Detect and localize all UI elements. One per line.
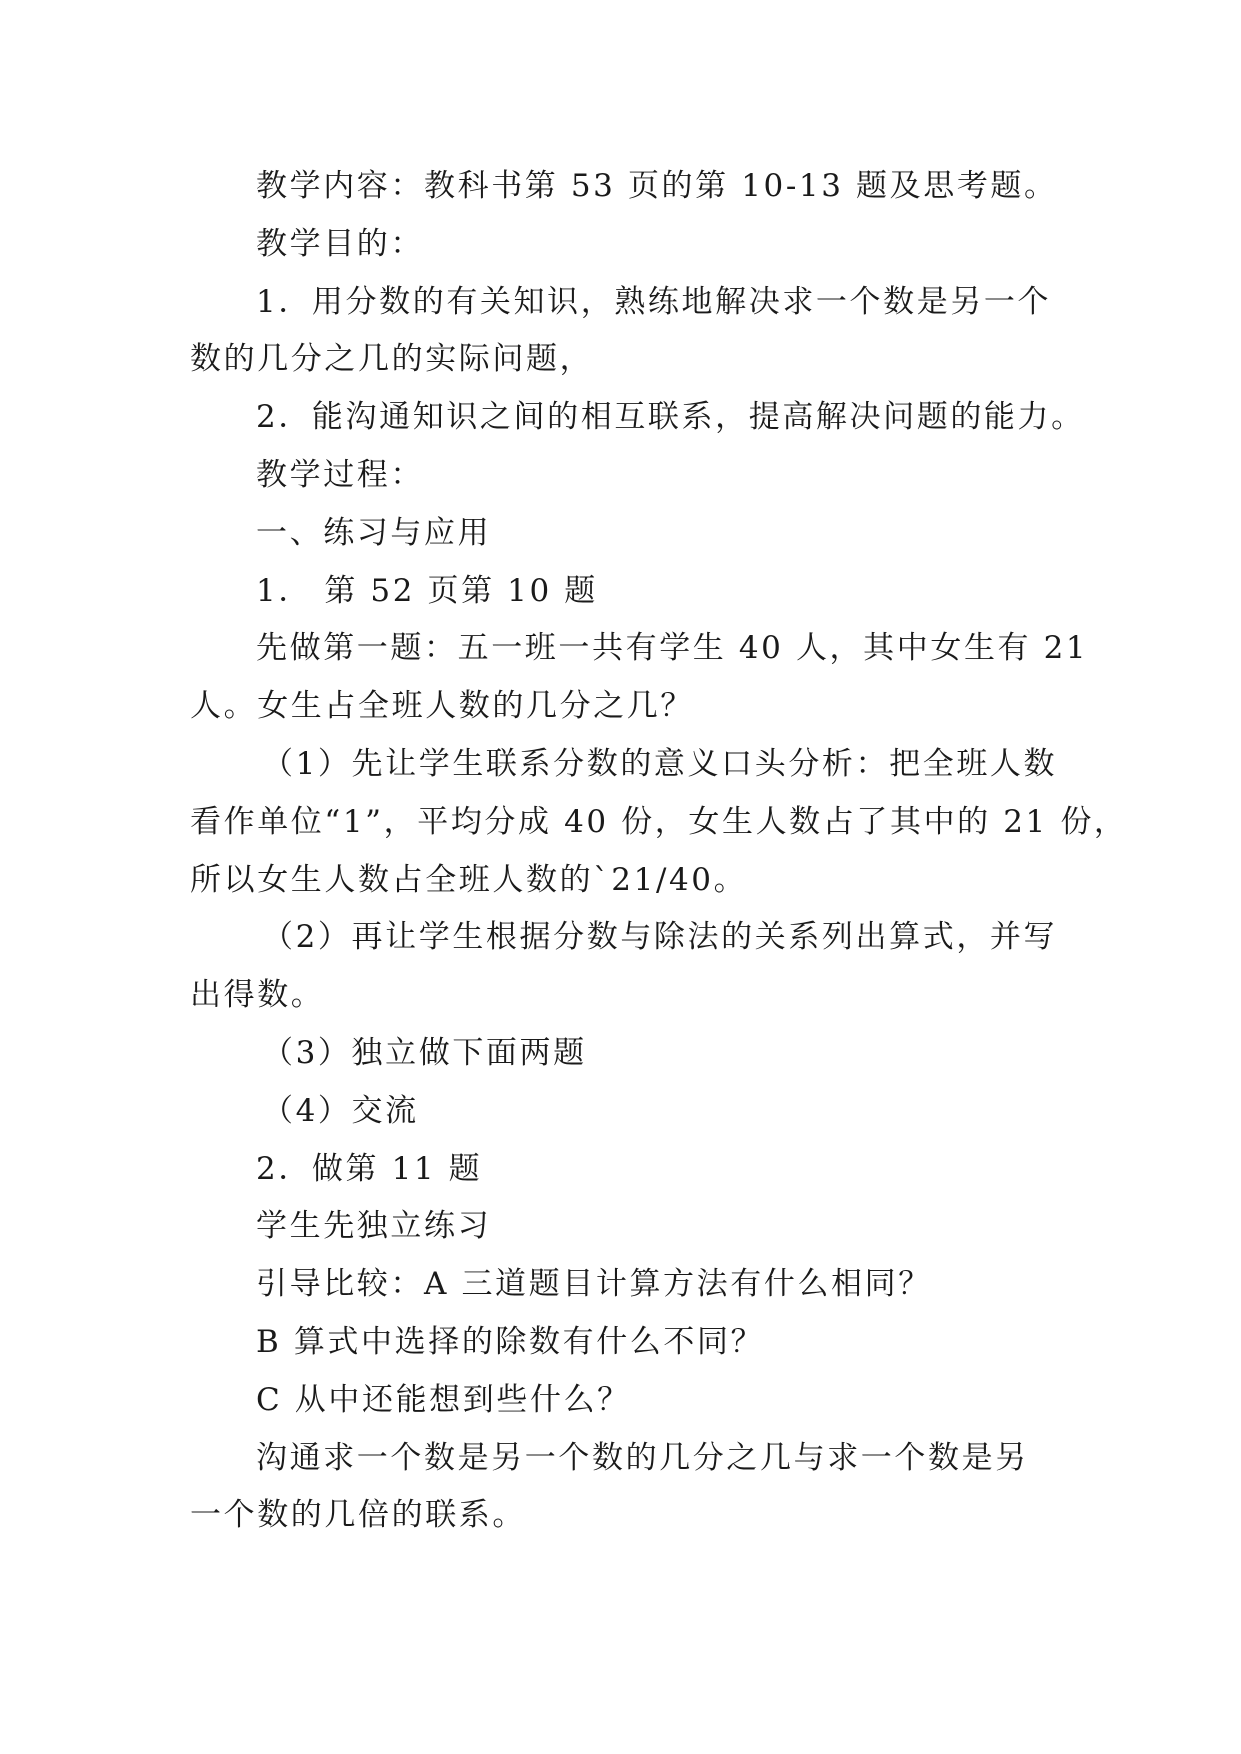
step-2-line-1: （2）再让学生根据分数与除法的关系列出算式，并写: [262, 919, 1058, 956]
exercise-1-heading: 1． 第 52 页第 10 题: [256, 572, 598, 609]
exercise-2-heading: 2．做第 11 题: [256, 1150, 483, 1187]
step-1-line-2: 看作单位“1”，平均分成 40 份，女生人数占了其中的 21 份，: [190, 803, 1128, 840]
section-1-heading: 一、练习与应用: [256, 514, 492, 551]
connection-line-1: 沟通求一个数是另一个数的几分之几与求一个数是另: [256, 1439, 1029, 1476]
step-1-line-1: （1）先让学生联系分数的意义口头分析：把全班人数: [262, 745, 1058, 782]
compare-a-line: 引导比较：A 三道题目计算方法有什么相同？: [256, 1266, 932, 1303]
teaching-process-heading: 教学过程：: [256, 456, 424, 493]
document-body: [190, 158, 1128, 1545]
teaching-goal-heading: 教学目的：: [256, 225, 424, 262]
step-3-line: （3）独立做下面两题: [262, 1034, 587, 1071]
compare-c-line: C 从中还能想到些什么？: [256, 1381, 631, 1418]
exercise-2-practice-line: 学生先独立练习: [256, 1208, 492, 1245]
step-4-line: （4）交流: [262, 1092, 419, 1129]
goal-2-line: 2．能沟通知识之间的相互联系，提高解决问题的能力。: [256, 399, 1085, 436]
teaching-content-line: 教学内容：教科书第 53 页的第 10-13 题及思考题。: [256, 168, 1058, 204]
step-1-line-3: 所以女生人数占全班人数的`21/40。: [190, 861, 748, 898]
step-2-line-2: 出得数。: [190, 977, 325, 1014]
problem-1-line-2: 人。女生占全班人数的几分之几？: [190, 688, 694, 725]
problem-1-line-1: 先做第一题：五一班一共有学生 40 人，其中女生有 21: [256, 630, 1089, 667]
goal-1-line-2: 数的几分之几的实际问题，: [190, 341, 594, 378]
compare-b-line: B 算式中选择的除数有什么不同？: [256, 1323, 765, 1360]
goal-1-line-1: 1．用分数的有关知识，熟练地解决求一个数是另一个: [256, 283, 1052, 320]
connection-line-2: 一个数的几倍的联系。: [190, 1497, 526, 1534]
